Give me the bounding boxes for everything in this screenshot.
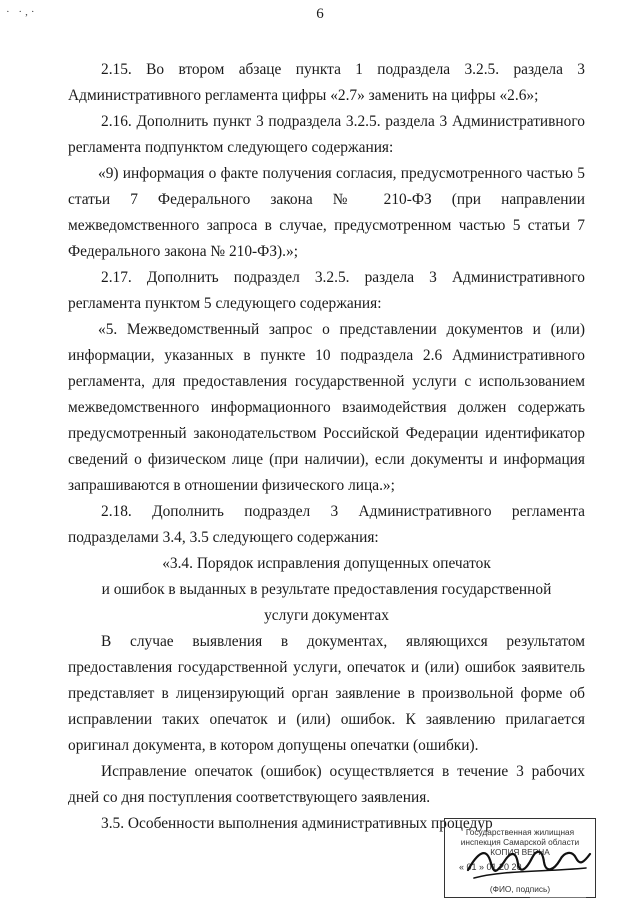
quoted-subparagraph-9: «9) информация о факте получения согласия, предусмотренного частью 5 статьи 7 Федерального закона № 210-ФЗ (при направлении межведомственного запроса в случае, предусмотренном частью 5 статьи 7 Федерального закона № 210-ФЗ).»; [68, 165, 585, 260]
quoted-point-5: «5. Межведомственный запрос о представлении документов и (или) информации, указанных в пункте 10 подраздела 2.6 Административного регламента, для предоставления государственной услуги с использованием межведомственного информационного взаимодействия должен содержать предусмотренный законодательством Российской Федерации идентификатор сведений о физическом лице (при наличии), если документы и информация запрашиваются в отношении физического лица.»; [68, 321, 585, 494]
stamp-date: « 01 » 01 20 20 [459, 862, 522, 872]
stamp-underline [530, 897, 586, 898]
section-3-4-heading [68, 551, 585, 629]
stamp-fio-label: (ФИО, подпись) [489, 884, 551, 894]
document-body [68, 57, 585, 837]
paragraph-3-5: 3.5. Особенности выполнения административных процедур [101, 815, 493, 832]
stamp-org-line-2: инспекция Самарской области [460, 837, 580, 847]
page-number: 6 [316, 6, 324, 22]
paragraph-corrections: В случае выявления в документах, являющихся результатом предоставления государственной услуги, опечаток и (или) ошибок заявитель представляет в лицензирующий орган заявление в произвольной форме об исправлении таких опечаток и (или) ошибок. К заявлению прилагается оригинал документа, в котором допущены опечатки (ошибки). [68, 633, 585, 754]
paragraph-2-18: 2.18. Дополнить подраздел 3 Административного регламента подразделами 3.4, 3.5 следующего содержания: [68, 503, 585, 546]
heading-line-3: услуги документах [264, 607, 389, 624]
stamp-org-line-1: Государственная жилищная [465, 827, 575, 837]
paragraph-2-15: 2.15. Во втором абзаце пункта 1 подраздела 3.2.5. раздела 3 Административного регламента цифры «2.7» заменить на цифры «2.6»; [68, 61, 585, 104]
handwritten-signature [464, 840, 594, 884]
paragraph-2-17: 2.17. Дополнить подраздел 3.2.5. раздела 3 Административного регламента пунктом 5 следующего содержания: [68, 269, 585, 312]
paragraph-2-16: 2.16. Дополнить пункт 3 подраздела 3.2.5. раздела 3 Административного регламента подпунктом следующего содержания: [68, 113, 585, 156]
heading-line-1: «3.4. Порядок исправления допущенных опечаток [162, 555, 491, 572]
stamp-copy-label: КОПИЯ ВЕРНА [490, 847, 550, 857]
scan-corner-marks: · ·,· [6, 6, 38, 18]
heading-line-2: и ошибок в выданных в результате предоставления государственной [101, 581, 552, 598]
paragraph-correction-term: Исправление опечаток (ошибок) осуществляется в течение 3 рабочих дней со дня поступления соответствующего заявления. [68, 763, 585, 806]
